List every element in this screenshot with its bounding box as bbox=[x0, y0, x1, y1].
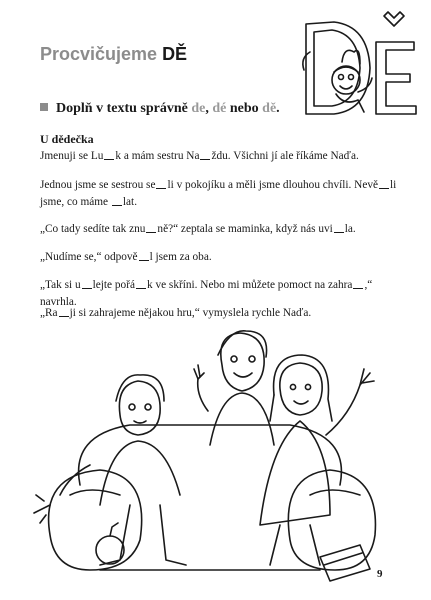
task-sep-2: nebo bbox=[226, 101, 263, 116]
paragraph-1 bbox=[40, 148, 400, 165]
paragraph-text: lat. bbox=[122, 196, 138, 208]
page-title-prefix: Procvičujeme bbox=[40, 44, 163, 64]
paragraph-3 bbox=[40, 221, 400, 238]
paragraph-text: Jmenuji se Lu bbox=[40, 150, 104, 162]
paragraph-text: li jsme, co máme bbox=[40, 179, 397, 208]
fill-in-blank[interactable] bbox=[156, 178, 166, 189]
paragraph-text: li v pokojíku a měli jsme dlouhou chvíli. Nevě bbox=[167, 179, 379, 191]
paragraph-text: „Ra bbox=[40, 307, 58, 319]
paragraph-text: „Tak si u bbox=[40, 279, 81, 291]
task-sep-1: , bbox=[205, 101, 213, 116]
paragraph-text: „Nudíme se,“ odpově bbox=[40, 251, 138, 263]
section-title: U dědečka bbox=[40, 132, 94, 146]
paragraph-text: Jednou jsme se sestrou se bbox=[40, 179, 156, 191]
fill-in-blank[interactable] bbox=[139, 250, 149, 261]
square-bullet-icon bbox=[40, 103, 48, 111]
fill-in-blank[interactable] bbox=[112, 195, 122, 206]
fill-in-blank[interactable] bbox=[82, 278, 92, 289]
option-de-long: dé bbox=[212, 101, 227, 116]
fill-in-blank[interactable] bbox=[200, 149, 210, 160]
paragraph-text: ji si zahrajeme nějakou hru,“ vymyslela rychle Naďa. bbox=[69, 307, 312, 319]
paragraph-6 bbox=[40, 305, 400, 322]
children-on-sofa-illustration bbox=[30, 325, 390, 595]
task-end: . bbox=[276, 101, 280, 116]
paragraph-text: ně?“ zeptala se maminka, když nás uvi bbox=[157, 223, 333, 235]
paragraph-text: lejte pořá bbox=[92, 279, 135, 291]
paragraph-text: „Co tady sedíte tak znu bbox=[40, 223, 146, 235]
paragraph-text: la. bbox=[344, 223, 356, 235]
fill-in-blank[interactable] bbox=[379, 178, 389, 189]
paragraph-text: l jsem za oba. bbox=[149, 251, 212, 263]
fill-in-blank[interactable] bbox=[353, 278, 363, 289]
option-de-hacek: dě bbox=[262, 101, 277, 116]
paragraph-2 bbox=[40, 177, 400, 211]
paragraph-text: k a mám sestru Na bbox=[115, 150, 200, 162]
paragraph-4 bbox=[40, 249, 400, 266]
page-title-highlight: DĚ bbox=[162, 44, 188, 64]
fill-in-blank[interactable] bbox=[136, 278, 146, 289]
fill-in-blank[interactable] bbox=[146, 222, 156, 233]
fill-in-blank[interactable] bbox=[104, 149, 114, 160]
paragraph-text: ,“ navrhla. bbox=[40, 279, 373, 308]
de-letter-logo-illustration bbox=[298, 2, 426, 124]
page-number: 9 bbox=[377, 568, 383, 580]
fill-in-blank[interactable] bbox=[59, 306, 69, 317]
task-lead: Doplň v textu správně bbox=[56, 101, 192, 116]
page-title bbox=[40, 44, 187, 65]
fill-in-blank[interactable] bbox=[334, 222, 344, 233]
paragraph-text: ždu. Všichni jí ale říkáme Naďa. bbox=[211, 150, 359, 162]
task-instruction bbox=[40, 101, 280, 117]
option-de: de bbox=[191, 101, 206, 116]
paragraph-text: k ve skříni. Nebo mi můžete pomoct na zahra bbox=[146, 279, 353, 291]
